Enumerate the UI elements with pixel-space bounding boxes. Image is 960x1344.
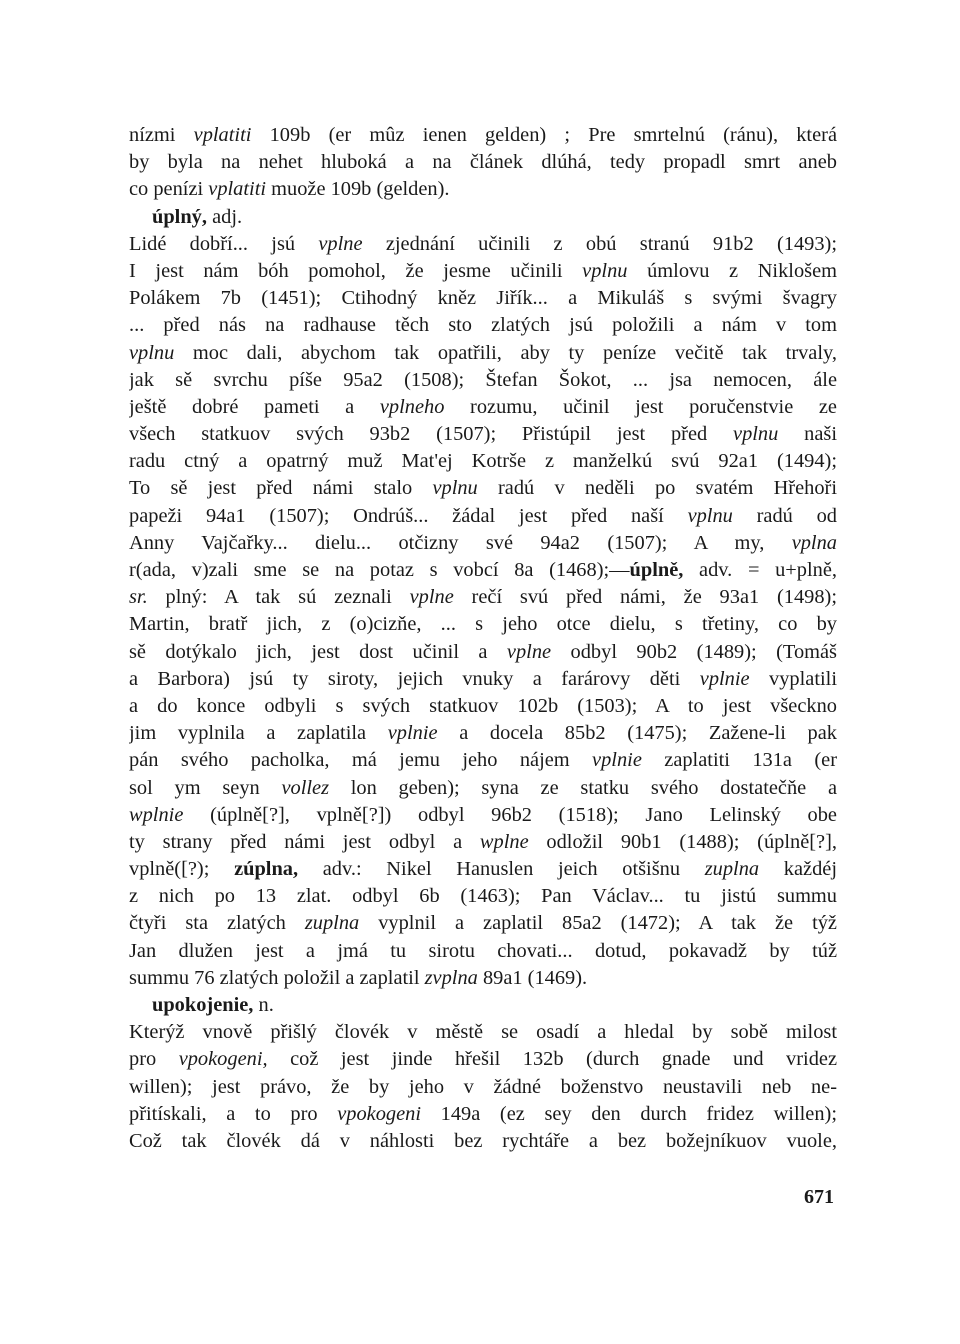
text-line: ještě dobré pameti a vplneho rozumu, učinil jest poručenstvie ze: [129, 395, 837, 418]
text-line: summu 76 zlatých položil a zaplatil zvplna 89a1 (1469).: [129, 966, 588, 989]
text-line: Lidé dobří... jsú vplne zjednání učinili z obú stranú 91b2 (1493);: [129, 232, 837, 255]
text-line: radu ctný a opatrný muž Mat'ej Kotrše z manželkú svú 92a1 (1494);: [129, 450, 837, 473]
text-line: pro vpokogeni, což jest jinde hřešil 132b (durch gnade und vridez: [129, 1048, 837, 1071]
text-line: nízmi vplatiti 109b (er mûz ienen gelden) ; Pre smrtelnú (ránu), která: [129, 124, 837, 146]
text-line: z nich po 13 zlat. odbyl 6b (1463); Pan Václav... tu jistú summu: [129, 885, 837, 908]
text-line: I jest nám bóh pomohol, že jesme učinili vplnu úmlovu z Niklošem: [129, 259, 837, 282]
text-line: sol ym seyn vollez lon geben); syna ze statku svého dostatečňe a: [129, 776, 837, 799]
text-line: Kterýž vnově přišlý človék v městě se osadí a hledal by sobě milost: [129, 1021, 837, 1044]
text-line: jim vyplnila a zaplatila vplnie a docela 85b2 (1475); Zažene-li pak: [129, 722, 837, 745]
text-line: ty strany před námi jest odbyl a wplne odložil 90b1 (1488); (úplně[?],: [129, 830, 837, 853]
text-line: přitískali, a to pro vpokogeni 149a (ez sey den durch fridez willen);: [129, 1102, 837, 1125]
text-line: sě dotýkalo jich, jest dost učinil a vplne odbyl 90b2 (1489); (Tomáš: [129, 640, 837, 663]
text-line: čtyři sta zlatých zuplna vyplnil a zaplatil 85a2 (1472); A tak že týž: [129, 912, 837, 935]
text-line: Polákem 7b (1451); Ctihodný kněz Jiřík... a Mikuláš s svými švagry: [129, 287, 837, 310]
page-number: 671: [804, 1186, 834, 1208]
text-line: Jan dlužen jest a jmá tu sirotu chovati... dotud, pokavadž by túž: [129, 939, 837, 962]
text-line: Což tak človék dá v náhlosti bez rychtáře a bez božejníkuov vuole,: [129, 1129, 837, 1152]
text-line: wplnie (úplně[?], vplně[?]) odbyl 96b2 (1518); Jano Lelinský obe: [129, 803, 837, 826]
entry-headword-line: úplný, adj.: [152, 205, 243, 228]
text-line: To sě jest před námi stalo vplnu radú v neděli po svatém Hřehoři: [129, 477, 837, 500]
text-line: willen); jest právo, že by jeho v žádné boženstvo neustavili neb ne-: [129, 1075, 837, 1098]
text-line: vplnu moc dali, abychom tak opatřili, aby ty peníze večitě tak trvaly,: [129, 341, 837, 364]
text-line: by byla na nehet hluboká a na článek dlúhá, tedy propadl smrt aneb: [129, 151, 837, 174]
dictionary-text: [129, 122, 837, 1155]
text-line: co penízi vplatiti muože 109b (gelden).: [129, 178, 450, 201]
text-line: jak sě svrchu píše 95a2 (1508); Štefan Šokot, ... jsa nemocen, ále: [129, 368, 837, 391]
entry-headword-line: upokojenie, n.: [152, 994, 274, 1016]
text-line: Martin, bratř jich, z (o)cizňe, ... s jeho otce dielu, s třetiny, co by: [129, 613, 837, 636]
text-line: všech statkuov svých 93b2 (1507); Přistúpil jest před vplnu naši: [129, 423, 837, 446]
text-line: ... před nás na radhause těch sto zlatých jsú položili a nám v tom: [129, 314, 837, 337]
text-line: a do konce odbyli s svých statkuov 102b (1503); A to jest všeckno: [129, 694, 837, 717]
text-line: pán svého pacholka, má jemu jeho nájem vplnie zaplatiti 131a (er: [129, 749, 837, 772]
text-line: sr. plný: A tak sú zeznali vplne rečí svú před námi, že 93a1 (1498);: [129, 586, 837, 609]
text-line: r(ada, v)zali sme se na potaz s vobcí 8a (1468);—úplně, adv. = u+plně,: [129, 559, 837, 581]
text-line: vplně([?); zúplna, adv.: Nikel Hanuslen jeich otšišnu zuplna každéj: [129, 858, 837, 881]
text-line: papeži 94a1 (1507); Ondrúš... žádal jest před naší vplnu radú od: [129, 504, 837, 527]
text-line: a Barbora) jsú ty siroty, jejich vnuky a farárovy děti vplnie vyplatili: [129, 667, 837, 690]
text-line: Anny Vajčařky... dielu... otčizny své 94a2 (1507); A my, vplna: [129, 531, 837, 554]
